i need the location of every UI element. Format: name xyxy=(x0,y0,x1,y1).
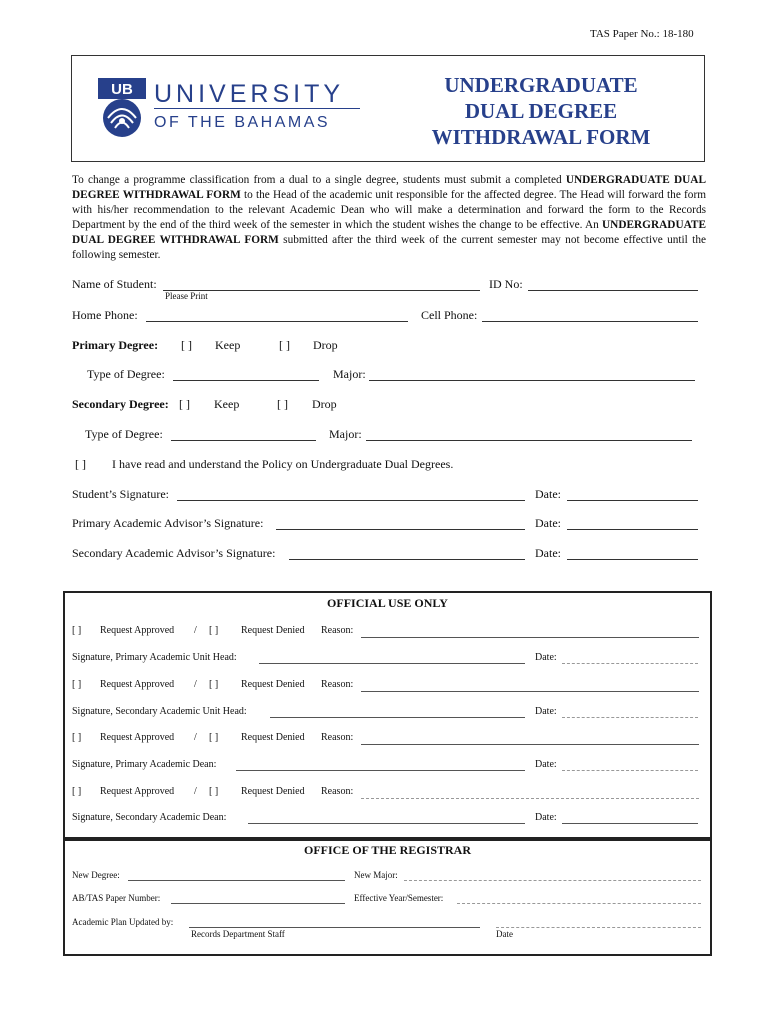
new-major-line[interactable] xyxy=(404,879,701,881)
university-logo xyxy=(98,78,146,140)
student-date-line[interactable] xyxy=(567,499,698,501)
tas-paper-label: AB/TAS Paper Number: xyxy=(72,893,161,903)
secondary-head-denied-checkbox[interactable]: [ ] xyxy=(209,679,219,690)
primary-advisor-signature-line[interactable] xyxy=(276,528,525,530)
primary-head-approved-checkbox[interactable]: [ ] xyxy=(72,625,82,636)
cell-phone-input-line[interactable] xyxy=(482,320,698,322)
primary-head-denied-label: Request Denied xyxy=(241,625,305,636)
secondary-major-input-line[interactable] xyxy=(366,439,692,441)
effective-semester-label: Effective Year/Semester: xyxy=(354,893,444,903)
secondary-head-signature-line[interactable] xyxy=(270,716,525,718)
primary-dean-reason-label: Reason: xyxy=(321,732,354,743)
intro-paragraph xyxy=(72,173,706,263)
primary-advisor-signature-label: Primary Academic Advisor’s Signature: xyxy=(72,516,264,530)
ub-crest-icon xyxy=(98,78,146,140)
separator-slash: / xyxy=(194,625,197,636)
logo-mark-text: UB xyxy=(111,81,133,98)
paper-number: TAS Paper No.: 18-180 xyxy=(590,28,694,40)
plan-date-caption: Date xyxy=(496,929,513,939)
official-use-title: OFFICIAL USE ONLY xyxy=(327,596,448,610)
home-phone-input-line[interactable] xyxy=(146,320,408,322)
intro-bold-1: UNDERGRADUATE DUAL DEGREE WITHDRAWAL FORM xyxy=(72,174,707,201)
secondary-head-approved-label: Request Approved xyxy=(100,679,175,690)
secondary-head-date-label: Date: xyxy=(535,706,557,717)
primary-drop-checkbox[interactable]: [ ] xyxy=(279,338,290,352)
intro-text-2: to the Head of the academic unit responsible for the affected degree. The Head will forward the form with his/her recommendation to the relevant Academic Dean who will make a determination and forward the form to the Records Department by the end of the third week of the semester in which the student wishes the change to be effective. An xyxy=(72,189,706,231)
title-line-3: WITHDRAWAL FORM xyxy=(431,125,651,149)
primary-dean-signature-label: Signature, Primary Academic Dean: xyxy=(72,759,217,770)
secondary-advisor-signature-label: Secondary Academic Advisor’s Signature: xyxy=(72,546,276,560)
form-title xyxy=(390,72,692,150)
primary-dean-reason-line[interactable] xyxy=(361,743,699,745)
secondary-head-denied-label: Request Denied xyxy=(241,679,305,690)
secondary-dean-reason-label: Reason: xyxy=(321,786,354,797)
secondary-head-date-line[interactable] xyxy=(562,716,698,718)
policy-checkbox[interactable]: [ ] xyxy=(75,457,86,471)
primary-head-approved-label: Request Approved xyxy=(100,625,175,636)
header-box xyxy=(71,55,705,162)
secondary-major-label: Major: xyxy=(329,427,362,441)
secondary-dean-date-line[interactable] xyxy=(562,822,698,824)
intro-text-3: submitted after the third week of the current semester may not become effective until the following semester. xyxy=(72,234,706,261)
primary-dean-denied-checkbox[interactable]: [ ] xyxy=(209,732,219,743)
primary-dean-approved-checkbox[interactable]: [ ] xyxy=(72,732,82,743)
primary-head-reason-label: Reason: xyxy=(321,625,354,636)
secondary-head-approved-checkbox[interactable]: [ ] xyxy=(72,679,82,690)
secondary-head-reason-label: Reason: xyxy=(321,679,354,690)
intro-bold-2: UNDERGRADUATE DUAL DEGREE WITHDRAWAL FORM xyxy=(72,219,706,246)
student-signature-line[interactable] xyxy=(177,499,525,501)
secondary-advisor-date-line[interactable] xyxy=(567,558,698,560)
separator-slash: / xyxy=(194,679,197,690)
plan-updated-date-line[interactable] xyxy=(496,926,701,928)
plan-updated-label: Academic Plan Updated by: xyxy=(72,917,174,927)
separator-slash: / xyxy=(194,732,197,743)
primary-drop-label: Drop xyxy=(313,338,338,352)
plan-updated-line[interactable] xyxy=(189,926,480,928)
primary-major-input-line[interactable] xyxy=(369,379,695,381)
records-staff-caption: Records Department Staff xyxy=(191,929,285,939)
primary-head-signature-line[interactable] xyxy=(259,662,525,664)
secondary-dean-denied-checkbox[interactable]: [ ] xyxy=(209,786,219,797)
new-degree-label: New Degree: xyxy=(72,870,120,880)
new-major-label: New Major: xyxy=(354,870,398,880)
student-date-label: Date: xyxy=(535,487,561,501)
title-line-2: DUAL DEGREE xyxy=(464,99,618,123)
secondary-type-label: Type of Degree: xyxy=(85,427,163,441)
id-input-line[interactable] xyxy=(528,289,698,291)
primary-major-label: Major: xyxy=(333,367,366,381)
cell-phone-label: Cell Phone: xyxy=(421,308,478,322)
primary-dean-approved-label: Request Approved xyxy=(100,732,175,743)
home-phone-label: Home Phone: xyxy=(72,308,138,322)
secondary-head-signature-label: Signature, Secondary Academic Unit Head: xyxy=(72,706,247,717)
secondary-dean-signature-label: Signature, Secondary Academic Dean: xyxy=(72,812,227,823)
primary-keep-label: Keep xyxy=(215,338,241,352)
primary-advisor-date-line[interactable] xyxy=(567,528,698,530)
primary-head-reason-line[interactable] xyxy=(361,636,699,638)
secondary-dean-approved-checkbox[interactable]: [ ] xyxy=(72,786,82,797)
primary-keep-checkbox[interactable]: [ ] xyxy=(181,338,192,352)
secondary-keep-checkbox[interactable]: [ ] xyxy=(179,397,190,411)
registrar-title: OFFICE OF THE REGISTRAR xyxy=(303,843,472,857)
primary-dean-signature-line[interactable] xyxy=(236,769,525,771)
secondary-dean-approved-label: Request Approved xyxy=(100,786,175,797)
secondary-head-reason-line[interactable] xyxy=(361,690,699,692)
logo-line1: UNIVERSITY xyxy=(154,80,345,108)
intro-text-1: To change a programme classification from a dual to a single degree, students must submit a completed xyxy=(72,174,566,186)
primary-advisor-date-label: Date: xyxy=(535,516,561,530)
secondary-dean-denied-label: Request Denied xyxy=(241,786,305,797)
primary-type-input-line[interactable] xyxy=(173,379,319,381)
secondary-drop-label: Drop xyxy=(312,397,337,411)
primary-degree-label: Primary Degree: xyxy=(72,338,159,352)
name-input-line[interactable] xyxy=(163,289,480,291)
separator-slash: / xyxy=(194,786,197,797)
secondary-dean-date-label: Date: xyxy=(535,812,557,823)
primary-dean-date-line[interactable] xyxy=(562,769,698,771)
title-line-1: UNDERGRADUATE xyxy=(444,73,638,97)
student-signature-label: Student’s Signature: xyxy=(72,487,169,501)
policy-statement: I have read and understand the Policy on Undergraduate Dual Degrees. xyxy=(112,457,454,471)
please-print-hint: Please Print xyxy=(165,291,208,301)
secondary-advisor-signature-line[interactable] xyxy=(289,558,525,560)
secondary-type-input-line[interactable] xyxy=(171,439,316,441)
secondary-keep-label: Keep xyxy=(214,397,240,411)
primary-dean-date-label: Date: xyxy=(535,759,557,770)
primary-head-date-line[interactable] xyxy=(562,662,698,664)
primary-head-date-label: Date: xyxy=(535,652,557,663)
new-degree-line[interactable] xyxy=(128,879,345,881)
logo-line2: OF THE BAHAMAS xyxy=(154,114,331,131)
secondary-advisor-date-label: Date: xyxy=(535,546,561,560)
primary-type-label: Type of Degree: xyxy=(87,367,165,381)
secondary-dean-reason-line[interactable] xyxy=(361,797,699,799)
effective-semester-line[interactable] xyxy=(457,902,701,904)
tas-paper-line[interactable] xyxy=(171,902,345,904)
id-label: ID No: xyxy=(489,277,523,291)
primary-head-signature-label: Signature, Primary Academic Unit Head: xyxy=(72,652,237,663)
secondary-degree-label: Secondary Degree: xyxy=(72,397,169,411)
primary-dean-denied-label: Request Denied xyxy=(241,732,305,743)
name-label: Name of Student: xyxy=(72,277,157,291)
logo-rule xyxy=(154,108,360,109)
secondary-drop-checkbox[interactable]: [ ] xyxy=(277,397,288,411)
primary-head-denied-checkbox[interactable]: [ ] xyxy=(209,625,219,636)
secondary-dean-signature-line[interactable] xyxy=(248,822,525,824)
